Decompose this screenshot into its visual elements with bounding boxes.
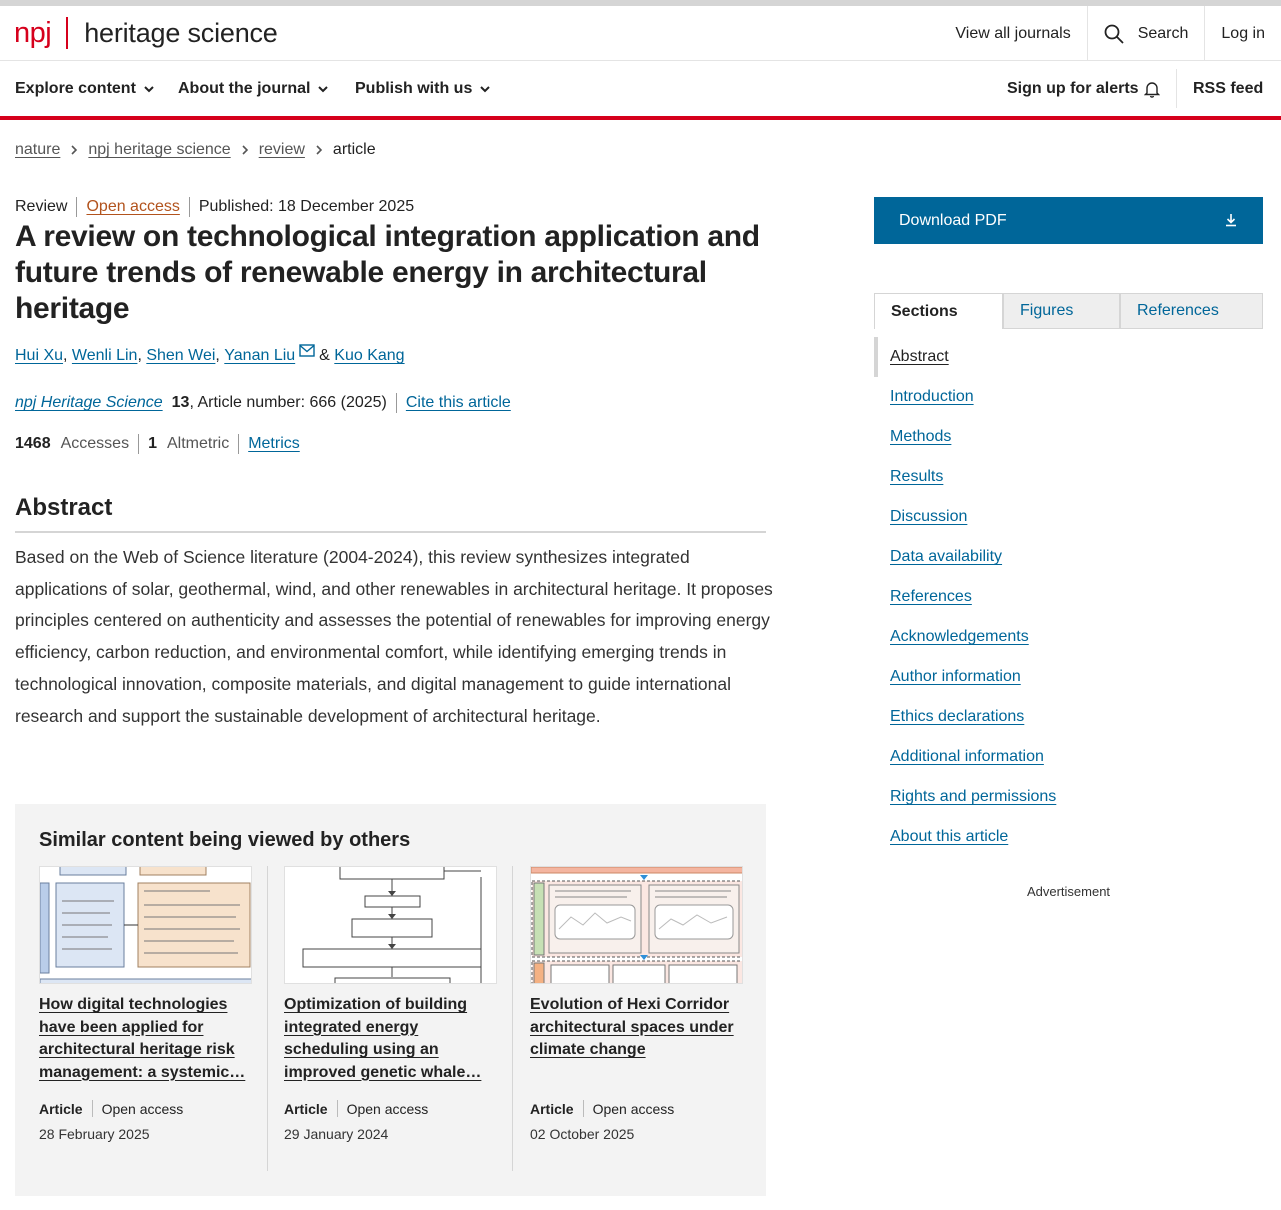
card-date: 29 January 2024 [284,1126,389,1142]
card-thumbnail[interactable] [284,866,497,984]
toc-link-results[interactable]: Results [890,468,944,485]
journal-link[interactable]: npj Heritage Science [15,394,163,411]
meta-divider [76,197,77,217]
card-meta [39,1100,183,1117]
diagram-thumbnail-icon [531,867,743,984]
search-button[interactable] [1088,6,1205,61]
card-title-link[interactable]: Optimization of building integrated energy scheduling using an improved genetic whale… [284,996,482,1081]
toc-item [874,817,1263,857]
nav-explore-label: Explore content [15,79,136,97]
toc-item [874,497,1263,537]
chevron-down-icon [479,83,491,95]
card-title-link[interactable]: How digital technologies have been applied for architectural heritage risk management: a systemic… [39,996,246,1081]
toc-link-data-availability[interactable]: Data availability [890,548,1003,565]
toc-link-introduction[interactable]: Introduction [890,388,974,405]
view-all-journals-link[interactable]: View all journals [955,24,1071,42]
nav-explore-content[interactable] [15,61,155,116]
advertisement-label: Advertisement [1026,884,1111,899]
card-date: 02 October 2025 [530,1126,635,1142]
toc-link-discussion[interactable]: Discussion [890,508,968,525]
author-link[interactable]: Kuo Kang [334,347,405,364]
chevron-right-icon [241,144,249,156]
sidebar-tabs [874,293,1263,329]
metrics-line [15,434,300,454]
download-pdf-label: Download PDF [899,211,1007,229]
toc-item [874,777,1263,817]
download-icon [1225,213,1237,227]
search-label: Search [1137,24,1189,42]
author-link[interactable]: Shen Wei [146,347,216,364]
toc-item [874,617,1263,657]
author-link[interactable]: Yanan Liu [224,347,296,364]
toc-item [874,537,1263,577]
download-pdf-button[interactable] [874,197,1263,244]
accesses-label: Accesses [60,435,130,452]
altmetric-count: 1 [148,435,157,452]
article-title: A review on technological integration application and future trends of renewable energy in architectural heritage [15,220,760,325]
card-access: Open access [346,1100,429,1117]
toc-item [874,657,1263,697]
search-icon [1104,24,1124,44]
meta-divider [138,434,139,454]
similar-content-panel [15,804,766,1196]
toc-link-about-article[interactable]: About this article [890,828,1009,845]
similar-content-heading: Similar content being viewed by others [39,829,411,851]
author-list: Hui Xu , Wenli Lin , Shen Wei , Yanan Liu & Kuo Kang [15,347,405,365]
logo-divider [66,17,68,49]
sign-up-alerts-button[interactable] [1007,61,1160,116]
nav-about-journal[interactable] [178,61,329,116]
toc-item [874,337,1263,377]
toc-link-ethics[interactable]: Ethics declarations [890,708,1025,725]
abstract-heading: Abstract [15,494,766,533]
similar-card[interactable] [530,866,743,1142]
toc-item [874,697,1263,737]
card-meta [530,1100,674,1117]
accesses-count: 1468 [15,435,51,452]
flowchart-thumbnail-icon [40,867,252,984]
chevron-right-icon [315,144,323,156]
published-date: Published: 18 December 2025 [198,198,415,215]
similar-card[interactable] [284,866,497,1142]
card-title-link[interactable]: Evolution of Hexi Corridor architectural spaces under climate change [530,996,734,1058]
meta-divider [396,393,397,413]
volume: 13 [171,394,190,411]
similar-card[interactable] [39,866,252,1142]
toc-item [874,377,1263,417]
toc-link-references[interactable]: References [890,588,972,605]
site-header [0,6,1281,61]
tab-sections[interactable]: Sections [874,293,1003,329]
meta-divider [189,197,190,217]
algorithm-flowchart-icon [285,867,497,984]
breadcrumb-review[interactable]: review [258,141,305,158]
card-divider [267,866,268,1171]
card-thumbnail[interactable] [39,866,252,984]
author-link[interactable]: Wenli Lin [71,347,138,364]
article-number: , Article number: 666 (2025) [189,394,387,411]
bell-icon [1144,80,1160,98]
chevron-right-icon [70,144,78,156]
card-access: Open access [101,1100,184,1117]
meta-divider [238,434,239,454]
nav-divider [1176,69,1177,108]
article-type: Review [15,198,68,215]
card-meta [284,1100,428,1117]
article-meta [15,197,414,217]
nav-about-label: About the journal [178,79,311,97]
toc-item [874,417,1263,457]
toc-link-abstract[interactable]: Abstract [890,348,949,365]
rss-feed-link[interactable]: RSS feed [1193,79,1264,97]
metrics-link[interactable]: Metrics [248,435,300,452]
card-thumbnail[interactable] [530,866,743,984]
toc-link-additional-information[interactable]: Additional information [890,748,1044,765]
citation-line [15,393,511,413]
chevron-down-icon [317,83,329,95]
breadcrumb-nature[interactable]: nature [15,141,61,158]
card-type: Article [284,1100,328,1117]
alerts-label: Sign up for alerts [1007,79,1139,97]
breadcrumb-journal[interactable]: npj heritage science [88,141,231,158]
card-divider [512,866,513,1171]
author-link[interactable]: Hui Xu [15,347,64,364]
open-access-link[interactable]: Open access [86,198,180,215]
toc-item [874,577,1263,617]
main-nav [0,61,1281,116]
nav-publish-with-us[interactable] [355,61,491,116]
tab-references[interactable]: References [1120,293,1263,329]
toc-link-rights[interactable]: Rights and permissions [890,788,1057,805]
breadcrumb [15,141,376,159]
breadcrumb-current: article [332,141,376,158]
mail-icon[interactable] [299,344,315,358]
cite-this-article-link[interactable]: Cite this article [405,394,511,411]
nav-publish-label: Publish with us [355,79,473,97]
toc-link-acknowledgements[interactable]: Acknowledgements [890,628,1029,645]
card-type: Article [39,1100,83,1117]
altmetric-label: Altmetric [166,435,230,452]
toc-link-author-information[interactable]: Author information [890,668,1021,685]
journal-logo[interactable] [14,16,278,50]
card-access: Open access [592,1100,675,1117]
toc-item [874,737,1263,777]
section-nav [874,337,1263,857]
card-type: Article [530,1100,574,1117]
logo-journal-name: heritage science [84,17,278,48]
author-ampersand: & [319,347,330,364]
chevron-down-icon [143,83,155,95]
toc-link-methods[interactable]: Methods [890,428,952,445]
abstract-text: Based on the Web of Science literature (2004-2024), this review synthesizes integrated applications of solar, geothermal, wind, and other renewables in architectural heritage. It proposes principles centered on authenticity and assesses the potential of renewables for improving energy efficiency, carbon reduction, and environmental comfort, while identifying emerging trends in technological innovation, composite materials, and digital management to guide international research and support the sustainable development of architectural heritage. [15,547,773,726]
logo-npj: npj [14,16,52,49]
login-link[interactable]: Log in [1221,24,1265,42]
card-date: 28 February 2025 [39,1126,150,1142]
toc-item [874,457,1263,497]
tab-figures[interactable]: Figures [1003,293,1120,329]
brand-red-rule [0,116,1281,120]
